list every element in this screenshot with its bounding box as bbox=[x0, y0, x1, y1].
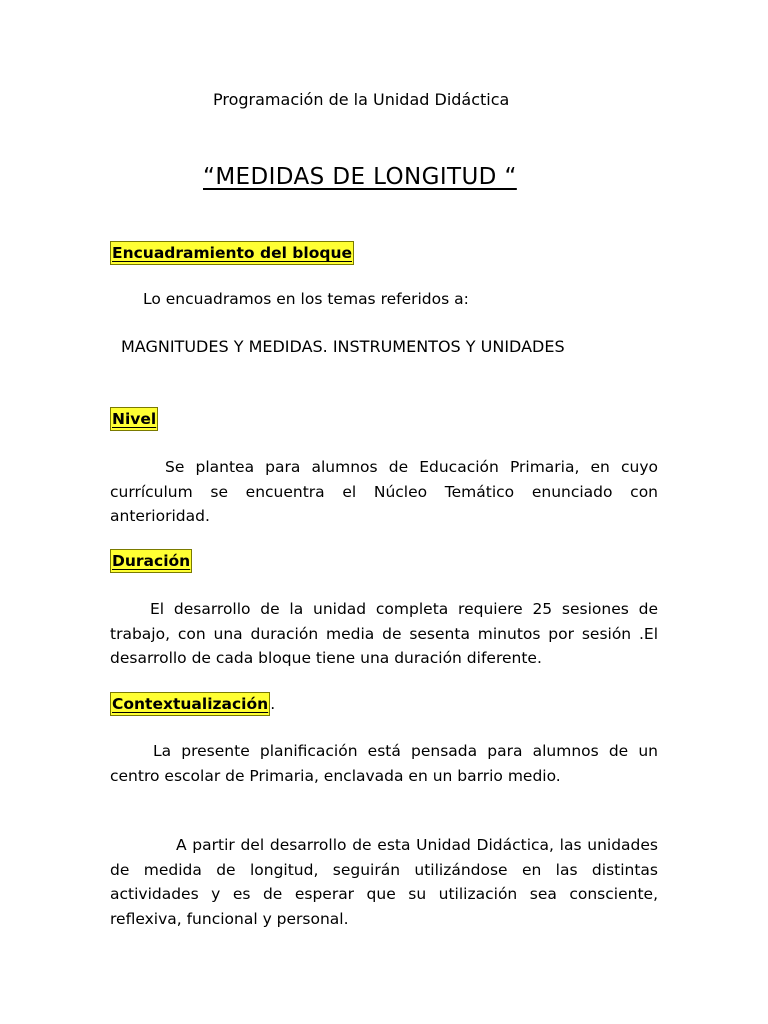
encuadramiento-topic: MAGNITUDES Y MEDIDAS. INSTRUMENTOS Y UNIDADES bbox=[121, 337, 565, 356]
heading-nivel: Nivel bbox=[110, 407, 158, 431]
heading-duracion: Duración bbox=[110, 549, 192, 573]
heading-encuadramiento: Encuadramiento del bloque bbox=[110, 241, 354, 265]
duracion-paragraph: El desarrollo de la unidad completa requiere 25 sesiones de trabajo, con una duración media de sesenta minutos por sesión .El desarrollo de cada bloque tiene una duración diferente. bbox=[110, 600, 658, 667]
encuadramiento-intro: Lo encuadramos en los temas referidos a: bbox=[143, 290, 469, 308]
contextualizacion-paragraph-1: La presente planificación está pensada para alumnos de un centro escolar de Primaria, enclavada en un barrio medio. bbox=[110, 742, 658, 785]
contextualizacion-paragraph-2: A partir del desarrollo de esta Unidad Didáctica, las unidades de medida de longitud, seguirán utilizándose en las distintas actividades y es de esperar que su utilización sea consciente, reflexiva, funcional y personal. bbox=[110, 836, 658, 928]
document-title: “MEDIDAS DE LONGITUD “ bbox=[203, 164, 517, 190]
heading-contextualizacion: Contextualización bbox=[110, 692, 270, 716]
document-pretitle: Programación de la Unidad Didáctica bbox=[213, 90, 510, 109]
heading-contextualizacion-line bbox=[110, 692, 275, 716]
heading-contextualizacion-suffix: . bbox=[270, 695, 276, 713]
nivel-paragraph: Se plantea para alumnos de Educación Primaria, en cuyo currículum se encuentra el Núcleo Temático enunciado con anterioridad. bbox=[110, 458, 658, 525]
